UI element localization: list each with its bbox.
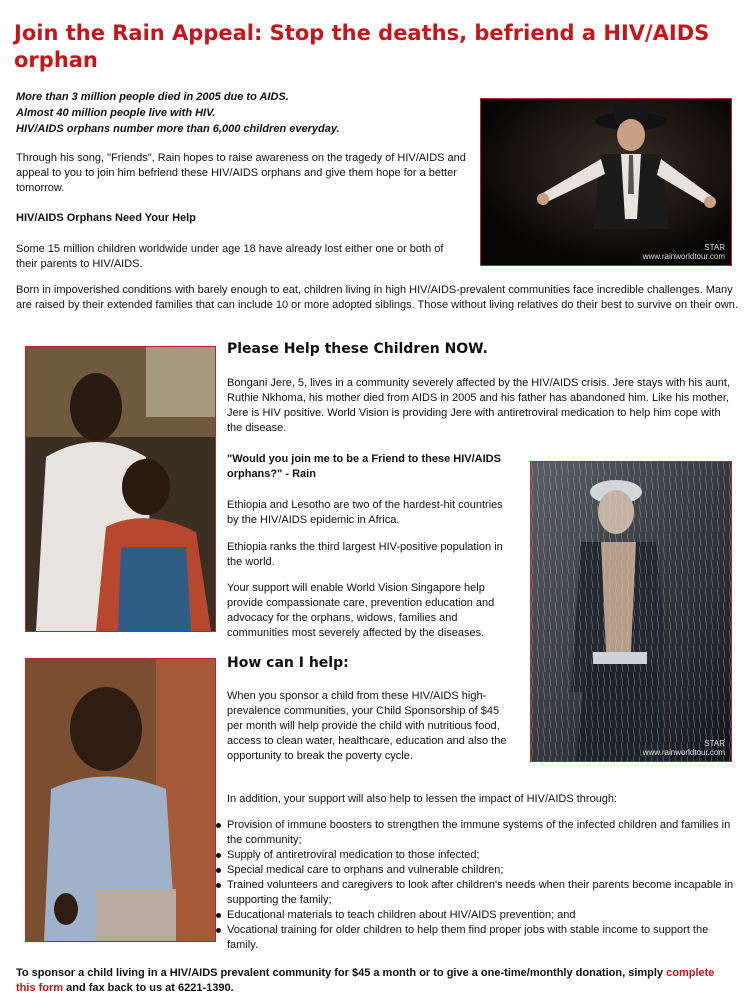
complete-form-link[interactable]: complete this form: [16, 967, 715, 994]
rain-performance-photo: [530, 461, 732, 762]
section-heading-please-help: Please Help these Children NOW.: [227, 341, 488, 357]
mother-and-child-figure-icon: [26, 347, 215, 631]
list-item: Educational materials to teach children about HIV/AIDS prevention; and: [214, 908, 738, 923]
section-heading-orphans: HIV/AIDS Orphans Need Your Help: [16, 212, 196, 224]
paragraph-orphans: Some 15 million children worldwide under age 18 have already lost either one or both of their parents to HIV/AIDS.: [16, 243, 444, 270]
paragraph-bongani: Bongani Jere, 5, lives in a community severely affected by the HIV/AIDS crisis. Jere stays with his aunt, Ruthie Nkhoma, his mother died from AIDS in 2005 and his father has abandoned him. Like his mother, Jere is HIV positive. World Vision is providing Jere with antiretroviral medication to help him cope with the disease.: [227, 377, 730, 434]
rain-stage-photo: [480, 98, 732, 266]
fact-line: Almost 40 million people live with HIV.: [16, 107, 216, 119]
paragraph-ethiopia-lesotho: Ethiopia and Lesotho are two of the hardest-hit countries by the HIV/AIDS epidemic in Africa.: [227, 499, 503, 526]
paragraph-addition: In addition, your support will also help to lessen the impact of HIV/AIDS through:: [227, 793, 618, 805]
intro-facts: [16, 89, 476, 137]
footer-call-to-action: To sponsor a child living in a HIV/AIDS prevalent community for $45 a month or to give a one-time/monthly donation, simply complete this form and fax back to us at 6221-1390.: [16, 967, 715, 994]
list-item: Trained volunteers and caregivers to look after children's needs when their parents become incapable in supporting the family;: [214, 878, 738, 908]
child-figure-icon: [26, 659, 215, 941]
performer-figure-icon: [481, 99, 731, 265]
rain-performer-figure-icon: [531, 462, 731, 761]
section-heading-how-can-i-help: How can I help:: [227, 655, 349, 671]
rain-quote: "Would you join me to be a Friend to these HIV/AIDS orphans?" - Rain: [227, 453, 501, 480]
page-title: Join the Rain Appeal: Stop the deaths, befriend a HIV/AIDS orphan: [14, 21, 710, 72]
list-item: Provision of immune boosters to strengthen the immune systems of the infected children and families in the community;: [214, 818, 738, 848]
list-item: Vocational training for older children to help them find proper jobs with stable income to support the family.: [214, 923, 738, 953]
paragraph-born: Born in impoverished conditions with barely enough to eat, children living in high HIV/AIDS-prevalent communities face incredible challenges. Many are raised by their extended families that can include 10 or more adopted siblings. Those without living relatives do their best to survive on their own.: [16, 284, 738, 311]
photo-watermark: STAR www.rainworldtour.com: [642, 739, 725, 757]
list-item: Supply of antiretroviral medication to those infected;: [214, 848, 738, 863]
photo-watermark: STAR www.rainworldtour.com: [642, 243, 725, 261]
impact-list: [214, 818, 738, 953]
paragraph-support: Your support will enable World Vision Singapore help provide compassionate care, prevention education and advocacy for the orphans, widows, families and communities most severely affected by the diseases.: [227, 582, 495, 639]
list-item: Special medical care to orphans and vulnerable children;: [214, 863, 738, 878]
paragraph-sponsor: When you sponsor a child from these HIV/AIDS high-prevalence communities, your Child Sponsorship of $45 per month will help provide the child with nutritious food, access to clean water, healthcare, education and also the opportunity to break the poverty cycle.: [227, 690, 507, 762]
fact-line: HIV/AIDS orphans number more than 6,000 children everyday.: [16, 123, 340, 135]
child-photo: [25, 658, 216, 942]
paragraph-friends: Through his song, "Friends", Rain hopes to raise awareness on the tragedy of HIV/AIDS and appeal to you to join him befriend these HIV/AIDS orphans and give them hope for a better tomorrow.: [16, 152, 466, 194]
fact-line: More than 3 million people died in 2005 due to AIDS.: [16, 91, 289, 103]
woman-child-photo: [25, 346, 216, 632]
paragraph-ethiopia-rank: Ethiopia ranks the third largest HIV-positive population in the world.: [227, 541, 503, 568]
